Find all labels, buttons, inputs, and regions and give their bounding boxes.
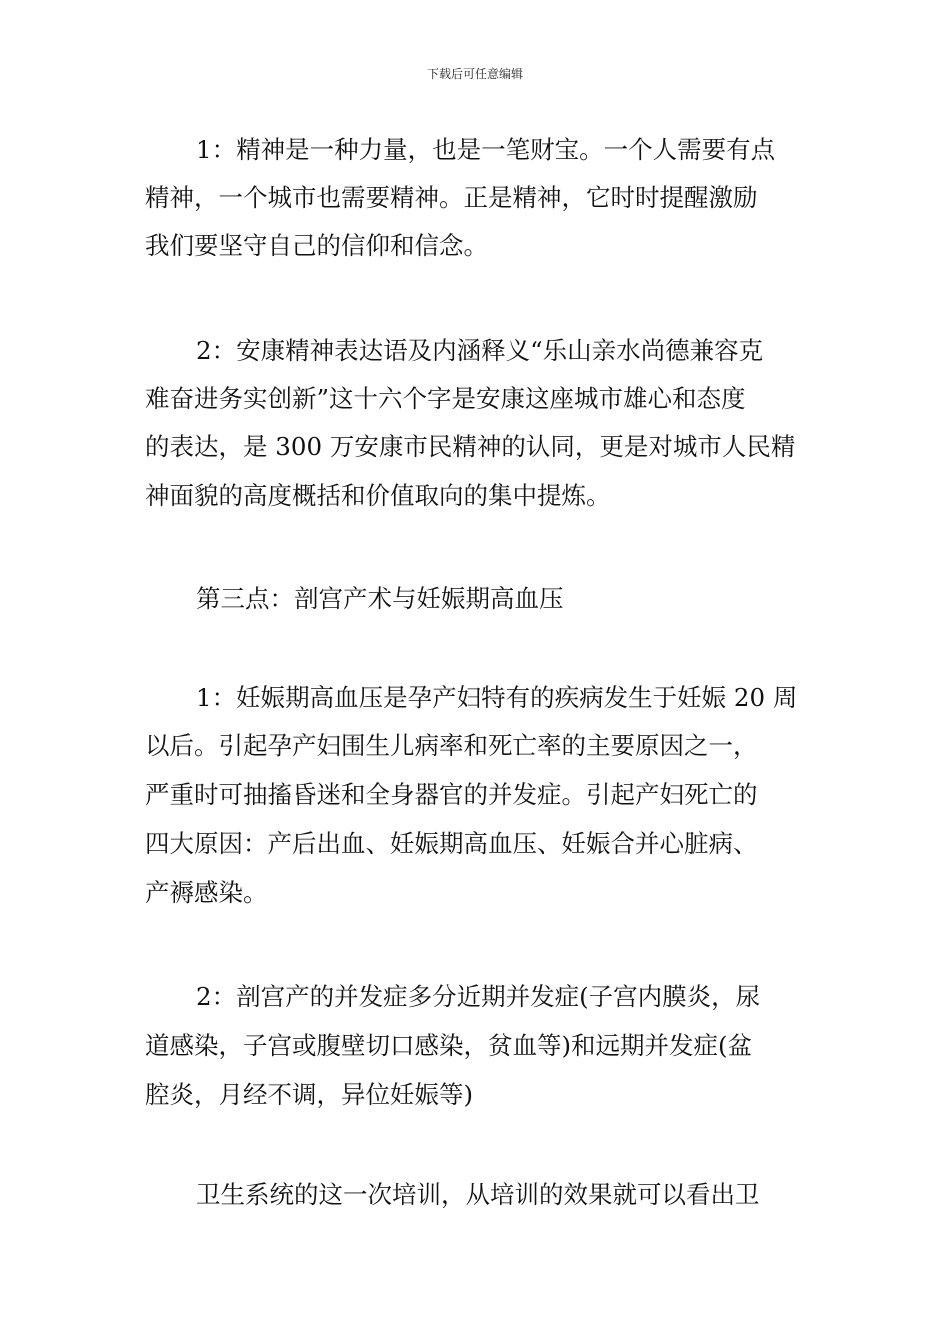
text-line: 2：安康精神表达语及内涵释义“乐山亲水尚德兼容克 [196, 336, 764, 365]
text-line: 神面貌的高度概括和价值取向的集中提炼。 [145, 481, 611, 510]
text-line: 产褥感染。 [145, 878, 268, 907]
text-line: 卫生系统的这一次培训，从培训的效果就可以看出卫 [196, 1180, 760, 1209]
text-line: 2：剖宫产的并发症多分近期并发症(子宫内膜炎，尿 [196, 982, 761, 1011]
text-line: 1：精神是一种力量，也是一笔财宝。一个人需要有点 [196, 135, 776, 164]
heading-line: 第三点：剖宫产术与妊娠期高血压 [196, 584, 564, 613]
text-line: 道感染，子宫或腹壁切口感染，贫血等)和远期并发症(盆 [145, 1031, 753, 1060]
text-line: 腔炎，月经不调，异位妊娠等) [145, 1080, 474, 1109]
text-line: 我们要坚守自己的信仰和信念。 [145, 231, 488, 260]
page-header: 下载后可任意编辑 [426, 67, 523, 81]
text-line: 的表达，是 300 万安康市民精神的认同，更是对城市人民精 [145, 432, 796, 461]
text-line: 以后。引起孕产妇围生儿病率和死亡率的主要原因之一， [145, 731, 758, 760]
text-line: 精神，一个城市也需要精神。正是精神，它时时提醒激励 [145, 183, 758, 212]
text-line: 难奋进务实创新”这十六个字是安康这座城市雄心和态度 [145, 384, 746, 413]
text-line: 四大原因：产后出血、妊娠期高血压、妊娠合并心脏病、 [145, 829, 758, 858]
text-line: 严重时可抽搐昏迷和全身器官的并发症。引起产妇死亡的 [145, 780, 758, 809]
text-line: 1：妊娠期高血压是孕产妇特有的疾病发生于妊娠 20 周 [196, 683, 798, 712]
